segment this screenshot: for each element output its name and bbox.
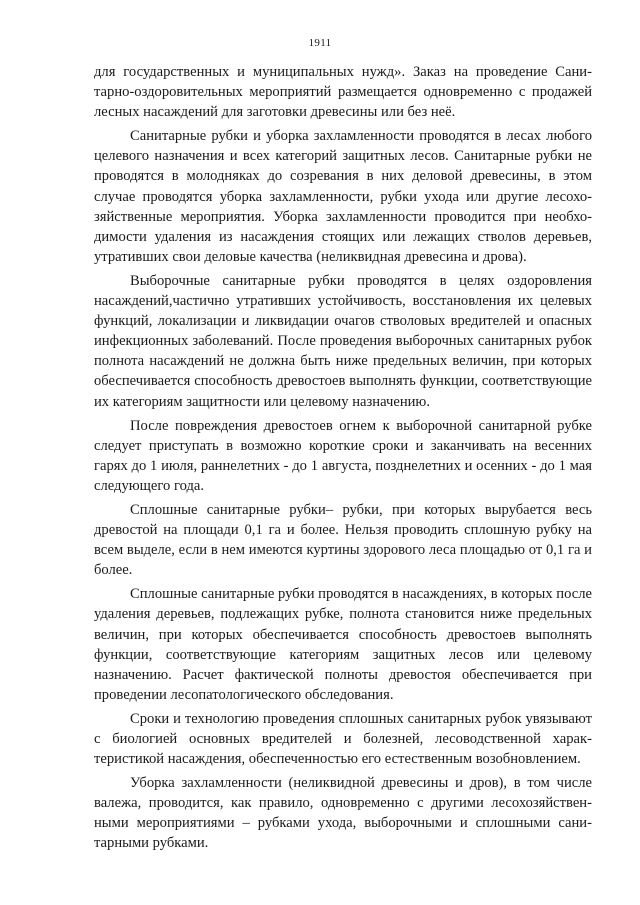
paragraph-fire-damage: После повреждения древостоев огнем к выборочной санитарной рубке следует приступать в возможно короткие сроки и заканчивать на весенних гарях до 1 июля, раннелетних - до 1 августа, позднелетних и осенних - до 1 мая следующего года.: [94, 417, 592, 494]
paragraph-clear-cuttings-definition: Сплошные санитарные рубки– рубки, при которых вырубается весь древостой на площади 0,1 га и более. Нельзя проводить сплошную рубку на всем выделе, если в нем имеются куртины здорового леса площадью от 0,1 га и более.: [94, 501, 592, 579]
paragraph-continuation: для государственных и муниципальных нужд». Заказ на проведение Санитарно-оздоровительных мероприятий размещается одновременно с продажей лесных насаждений для заготовки древесины или без неё.: [94, 64, 592, 121]
paragraph-debris-cleanup: Уборка захламленности (неликвидной древесины и дров), в том числе валежа, проводится, как правило, одновременно с другими лесохозяйственными мероприятиями – рубками ухода, выборочными и сплошными санитарными рубками.: [94, 775, 592, 852]
paragraph-timing: Сроки и технологию проведения сплошных санитарных рубок увязывают с биологией основных вредителей и болезней, лесоводственной характеристикой насаждения, обеспеченностью его естественным возобновлением.: [94, 710, 592, 768]
document-body: [94, 62, 592, 858]
paragraph-sanitary-cuttings: Санитарные рубки и уборка захламленности проводятся в лесах любого целевого назначения и всех категорий защитных лесов. Санитарные рубки не проводятся в молодняках до созревания в них деловой древесины, в этом случае проводятся уборка захламленности, рубки ухода или другие лесохозяйственные мероприятия. Уборка захламленности проводится при необходимости удаления из насаждения стоящих или лежащих стволов деревьев, утративших свои деловые качества (неликвидная древесина и дрова).: [94, 128, 592, 265]
page-number: 1911: [308, 37, 332, 49]
paragraph-selective-cuttings: Выборочные санитарные рубки проводятся в целях оздоровления насаждений,частично утративших устойчивость, восстановления их целевых функций, локализации и ликвидации очагов стволовых вредителей и опасных инфекционных заболеваний. После проведения выборочных санитарных рубок полнота насаждений не должна быть ниже предельных величин, при которых обеспечивается способность древостоев выполнять функции, соответствующие их категориям защитности или целевому назначению.: [94, 272, 592, 410]
paragraph-clear-cuttings-conditions: Сплошные санитарные рубки проводятся в насаждениях, в которых после удаления деревьев, подлежащих рубке, полнота становится ниже предельных величин, при которых обеспечивается способность древостоев выполнять функции, соответствующие категориям защитных лесов или целевому назначению. Расчет фактической полноты древостоя обеспечивается при проведении лесопатологического обследования.: [94, 586, 592, 703]
